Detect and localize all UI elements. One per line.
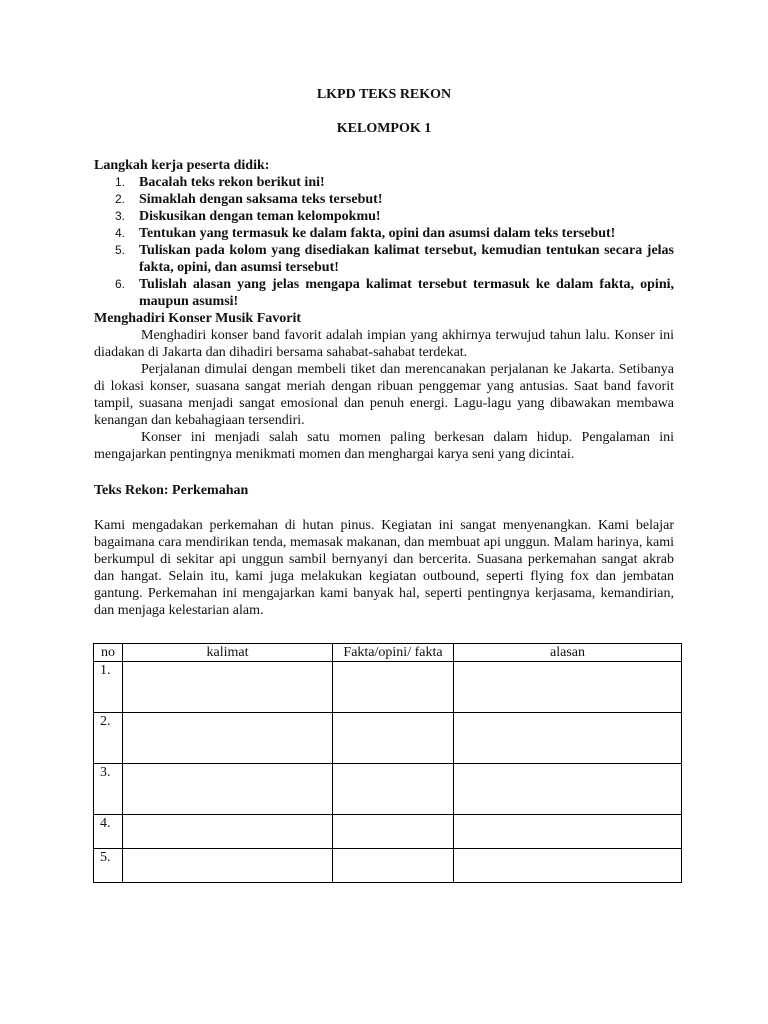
group-label: KELOMPOK 1 bbox=[336, 121, 432, 136]
header-alasan: alasan bbox=[454, 644, 682, 662]
step-number: 4. bbox=[115, 226, 126, 240]
table-row bbox=[94, 713, 682, 764]
step-text: Bacalah teks rekon berikut ini! bbox=[139, 175, 325, 190]
alasan-cell[interactable] bbox=[454, 815, 682, 849]
step-text: Tentukan yang termasuk ke dalam fakta, opini dan asumsi dalam teks tersebut! bbox=[139, 226, 616, 241]
step-number: 1. bbox=[115, 175, 126, 189]
table-row bbox=[94, 849, 682, 883]
kalimat-cell[interactable] bbox=[123, 662, 333, 713]
step-text: Tuliskan pada kolom yang disediakan kalimat tersebut, kemudian tentukan secara jelas fakta, opini, dan asumsi tersebut! bbox=[139, 243, 674, 275]
table-row bbox=[94, 662, 682, 713]
page-title: LKPD TEKS REKON bbox=[316, 87, 452, 102]
story1-title: Menghadiri Konser Musik Favorit bbox=[94, 311, 302, 326]
fakta-cell[interactable] bbox=[333, 764, 454, 815]
row-number: 1. bbox=[94, 662, 123, 713]
step-item bbox=[94, 191, 674, 208]
steps-list bbox=[94, 174, 674, 310]
header-no: no bbox=[94, 644, 123, 662]
alasan-cell[interactable] bbox=[454, 849, 682, 883]
step-number: 2. bbox=[115, 192, 126, 206]
kalimat-cell[interactable] bbox=[123, 815, 333, 849]
step-item bbox=[94, 242, 674, 276]
step-item bbox=[94, 276, 674, 310]
answer-table bbox=[93, 643, 682, 883]
story2-title: Teks Rekon: Perkemahan bbox=[94, 483, 249, 498]
kalimat-cell[interactable] bbox=[123, 713, 333, 764]
story2-body: Kami mengadakan perkemahan di hutan pinus. Kegiatan ini sangat menyenangkan. Kami belajar bagaimana cara mendirikan tenda, memasak makanan, dan membuat api unggun. Malam harinya, kami berkumpul di sekitar api unggun sambil bernyanyi dan bercerita. Suasana perkemahan sangat akrab dan hangat. Selain itu, kami juga melakukan kegiatan outbound, seperti flying fox dan jembatan gantung. Perkemahan ini mengajarkan kami banyak hal, seperti pentingnya kerjasama, kemandirian, dan menjaga kelestarian alam. bbox=[94, 518, 674, 618]
step-number: 5. bbox=[115, 243, 126, 257]
row-number: 3. bbox=[94, 764, 123, 815]
header-kalimat: kalimat bbox=[123, 644, 333, 662]
table-row bbox=[94, 815, 682, 849]
fakta-cell[interactable] bbox=[333, 849, 454, 883]
step-item bbox=[94, 208, 674, 225]
alasan-cell[interactable] bbox=[454, 662, 682, 713]
row-number: 2. bbox=[94, 713, 123, 764]
table-header-row bbox=[94, 644, 682, 662]
fakta-cell[interactable] bbox=[333, 713, 454, 764]
header-fakta: Fakta/opini/ fakta bbox=[333, 644, 454, 662]
step-item bbox=[94, 174, 674, 191]
kalimat-cell[interactable] bbox=[123, 764, 333, 815]
step-number: 6. bbox=[115, 277, 126, 291]
step-text: Simaklah dengan saksama teks tersebut! bbox=[139, 192, 383, 207]
story1-paragraph: Perjalanan dimulai dengan membeli tiket dan merencanakan perjalanan ke Jakarta. Setibanya di lokasi konser, suasana sangat meriah dengan ribuan penggemar yang antusias. Saat band favorit tampil, suasana menjadi sangat emosional dan penuh energi. Lagu-lagu yang dibawakan membawa kenangan dan kebahagiaan tersendiri. bbox=[94, 362, 674, 428]
step-text: Tulislah alasan yang jelas mengapa kalimat tersebut termasuk ke dalam fakta, opini, maupun asumsi! bbox=[139, 277, 674, 309]
worksheet-page bbox=[94, 86, 674, 619]
step-text: Diskusikan dengan teman kelompokmu! bbox=[139, 209, 381, 224]
step-item bbox=[94, 225, 674, 242]
alasan-cell[interactable] bbox=[454, 764, 682, 815]
row-number: 4. bbox=[94, 815, 123, 849]
alasan-cell[interactable] bbox=[454, 713, 682, 764]
story1-paragraph: Menghadiri konser band favorit adalah impian yang akhirnya terwujud tahun lalu. Konser ini diadakan di Jakarta dan dihadiri bersama sahabat-sahabat terdekat. bbox=[94, 328, 674, 360]
fakta-cell[interactable] bbox=[333, 815, 454, 849]
story1-paragraph: Konser ini menjadi salah satu momen paling berkesan dalam hidup. Pengalaman ini mengajarkan pentingnya menikmati momen dan menghargai karya seni yang dicintai. bbox=[94, 430, 674, 462]
kalimat-cell[interactable] bbox=[123, 849, 333, 883]
step-number: 3. bbox=[115, 209, 126, 223]
table-row bbox=[94, 764, 682, 815]
fakta-cell[interactable] bbox=[333, 662, 454, 713]
row-number: 5. bbox=[94, 849, 123, 883]
steps-heading: Langkah kerja peserta didik: bbox=[94, 158, 270, 173]
